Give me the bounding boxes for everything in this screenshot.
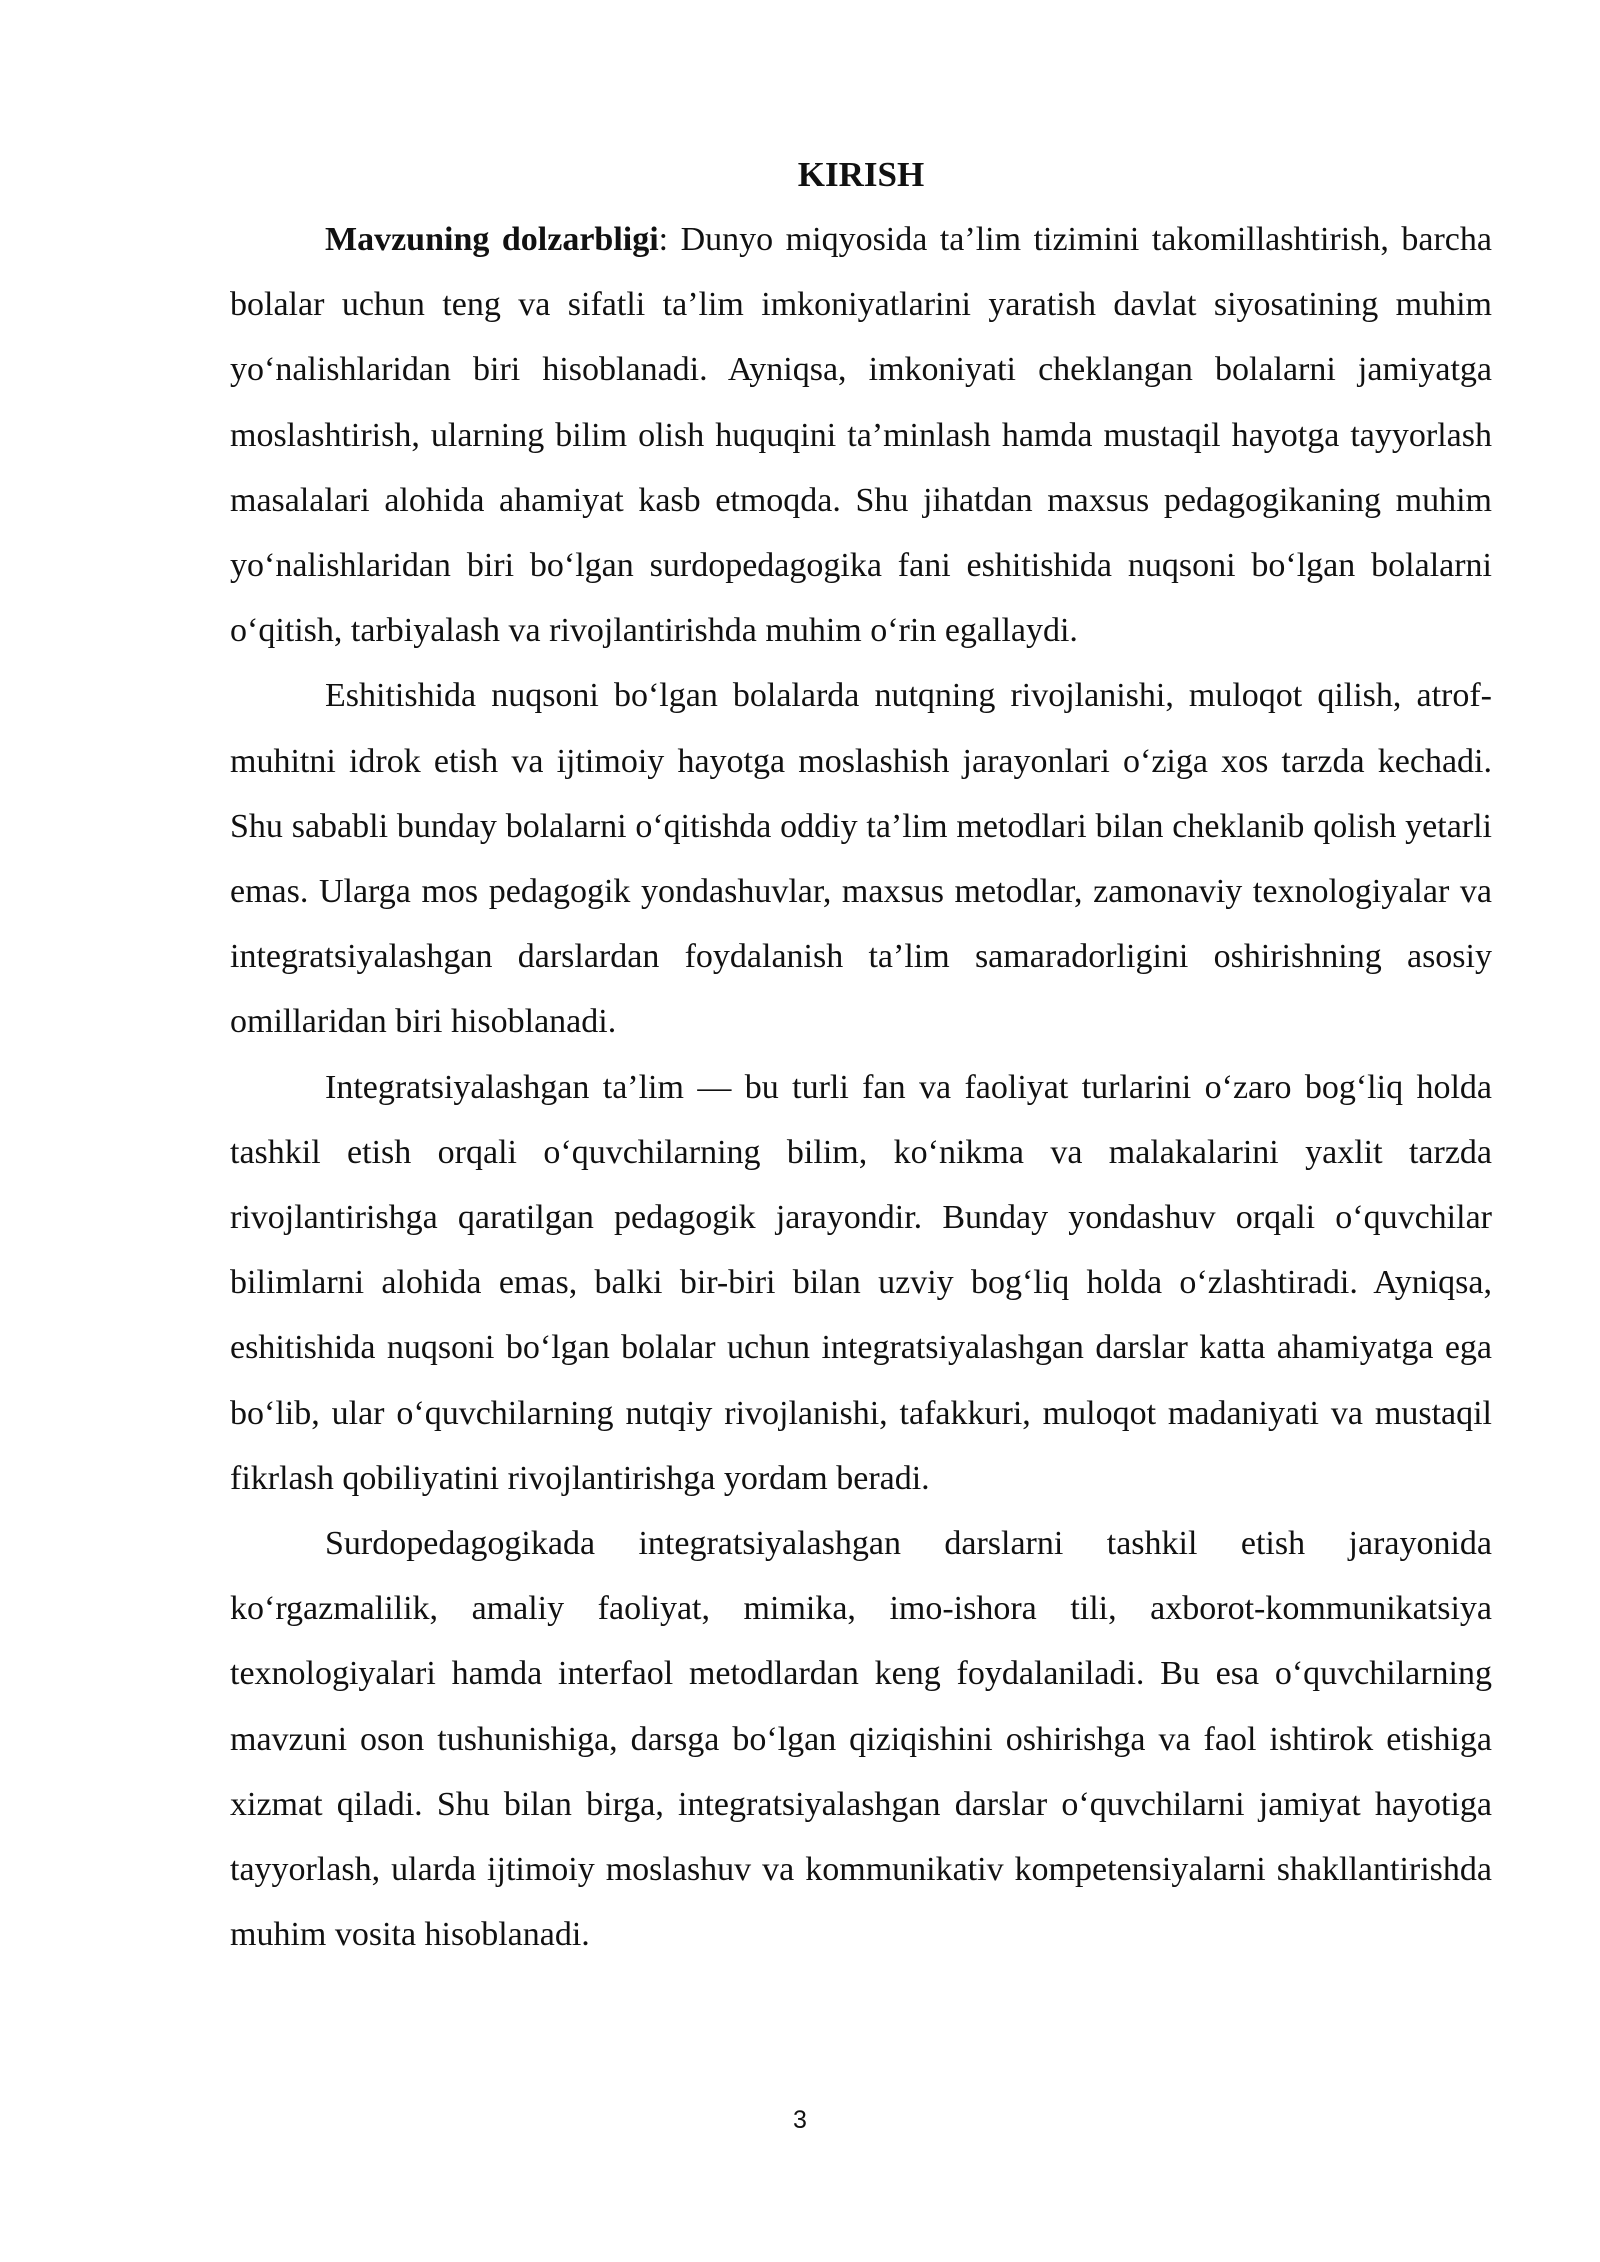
paragraph-hearing-impaired — [230, 663, 1492, 1054]
paragraph-integrated-education — [230, 1055, 1492, 1511]
paragraph-text: Surdopedagogikada integratsiyalashgan darslarni tashkil etish jarayonida ko‘rgazmalilik, amaliy faoliyat, mimika, imo-ishora tili, axborot-kommunikatsiya texnologiyalari hamda interfaol metodlardan keng foydalaniladi. Bu esa o‘quvchilarning mavzuni oson tushunishiga, darsga bo‘lgan qiziqishini oshirishga va faol ishtirok etishiga xizmat qiladi. Shu bilan birga, integratsiyalashgan darslar o‘quvchilarni jamiyat hayotiga tayyorlash, ularda ijtimoiy moslashuv va kommunikativ kompetensiyalarni shakllantirishda muhim vosita hisoblanadi. — [230, 1525, 1492, 1954]
paragraph-text: Eshitishida nuqsoni bo‘lgan bolalarda nutqning rivojlanishi, muloqot qilish, atrof-muhitni idrok etish va ijtimoiy hayotga moslashish jarayonlari o‘ziga xos tarzda kechadi. Shu sababli bunday bolalarni o‘qitishda oddiy ta’lim metodlari bilan cheklanib qolish yetarli emas. Ularga mos pedagogik yondashuvlar, maxsus metodlar, zamonaviy texnologiyalar va integratsiyalashgan darslardan foydalanish ta’lim samaradorligini oshirishning asosiy omillaridan biri hisoblanadi. — [230, 677, 1492, 1041]
paragraph-text: Integratsiyalashgan ta’lim — bu turli fan va faoliyat turlarini o‘zaro bog‘liq holda tashkil etish orqali o‘quvchilarning bilim, ko‘nikma va malakalarini yaxlit tarzda rivojlantirishga qaratilgan pedagogik jarayondir. Bunday yondashuv orqali o‘quvchilar bilimlarni alohida emas, balki bir-biri bilan uzviy bog‘liq holda o‘zlashtiradi. Ayniqsa, eshitishida nuqsoni bo‘lgan bolalar uchun integratsiyalashgan darslar katta ahamiyatga ega bo‘lib, ular o‘quvchilarning nutqiy rivojlanishi, tafakkuri, muloqot madaniyati va mustaqil fikrlash qobiliyatini rivojlantirishga yordam beradi. — [230, 1068, 1492, 1497]
section-title: KIRISH — [797, 155, 925, 194]
paragraph-surdopedagogy — [230, 1511, 1492, 1967]
paragraph-lead: Mavzuning dolzarbligi — [325, 221, 659, 258]
paragraph-relevance — [230, 207, 1492, 663]
page-number: 3 — [793, 2106, 807, 2134]
paragraph-lead-suffix: : — [658, 221, 669, 258]
document-page — [230, 145, 1492, 1967]
paragraph-text: Dunyo miqyosida ta’lim tizimini takomillashtirish, barcha bolalar uchun teng va sifatli ta’lim imkoniyatlarini yaratish davlat siyosatining muhim yo‘nalishlaridan biri hisoblanadi. Ayniqsa, imkoniyati cheklangan bolalarni jamiyatga moslashtirish, ularning bilim olish huquqini ta’minlash hamda mustaqil hayotga tayyorlash masalalari alohida ahamiyat kasb etmoqda. Shu jihatdan maxsus pedagogikaning muhim yo‘nalishlaridan biri bo‘lgan surdopedagogika fani eshitishida nuqsoni bo‘lgan bolalarni o‘qitish, tarbiyalash va rivojlantirishda muhim o‘rin egallaydi. — [230, 221, 1492, 650]
